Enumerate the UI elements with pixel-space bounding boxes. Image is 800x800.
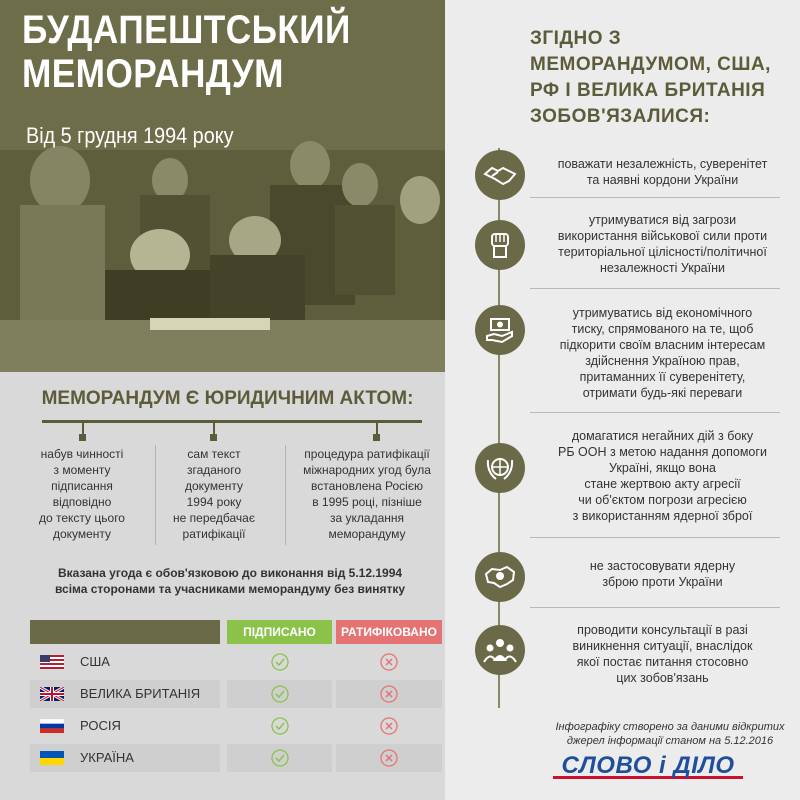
- legal-connector-marker: [210, 434, 217, 441]
- hero-photo-banner: [0, 0, 445, 372]
- table-header-ratified: РАТИФІКОВАНО: [336, 620, 442, 644]
- cross-icon: [380, 685, 398, 703]
- source-credit: Інфографіку створено за даними відкритих джерел інформації станом на 5.12.2016: [555, 721, 785, 747]
- uk-flag-icon: [40, 687, 64, 701]
- legal-connector-marker: [373, 434, 380, 441]
- check-icon: [271, 717, 289, 735]
- divider: [530, 412, 780, 413]
- table-row: [30, 648, 445, 676]
- column-divider: [285, 445, 286, 545]
- table-header: [30, 620, 445, 644]
- table-header-signed: ПІДПИСАНО: [227, 620, 332, 644]
- legal-connector-marker: [79, 434, 86, 441]
- handshake-icon: [475, 150, 525, 200]
- money-hand-icon: [475, 305, 525, 355]
- legal-act-underline: [42, 420, 422, 423]
- us-flag-icon: [40, 655, 64, 669]
- svg-text:СЛОВО і ДІЛО: СЛОВО і ДІЛО: [561, 752, 735, 779]
- country-name: УКРАЇНА: [80, 750, 134, 765]
- cross-icon: [380, 653, 398, 671]
- divider: [530, 607, 780, 608]
- divider: [530, 537, 780, 538]
- country-name: ВЕЛИКА БРИТАНІЯ: [80, 686, 201, 701]
- consultation-group-icon: [475, 625, 525, 675]
- table-header-country: [30, 620, 220, 644]
- table-row: [30, 712, 445, 740]
- country-name: США: [80, 654, 110, 669]
- table-row: [30, 744, 445, 772]
- nuclear-ukraine-map-icon: [475, 552, 525, 602]
- cross-icon: [380, 749, 398, 767]
- legal-act-heading: МЕМОРАНДУМ Є ЮРИДИЧНИМ АКТОМ:: [41, 388, 414, 409]
- russia-flag-icon: [40, 719, 64, 733]
- commitments-panel: ЗГІДНО З МЕМОРАНДУМОМ, США, РФ І ВЕЛИКА БРИТАНІЯ ЗОБОВ'ЯЗАЛИСЯ: поважати незалежність, суверенітет та наявні кордони України утримуватися від загрози використання військової сили проти територіальної цілісності/політичної незалежності України утримуватись від економічного тиску, спрямованого на те, щоб підкорити своїм власним інтересам здійснення Україною прав, притаманних її суверенітету, отримати будь-які переваги домагатися негайних дій з боку РБ ООН з метою надання допомоги Україні, якщо вона стане жертвою акту агресії чи об'єктом погрози агресією з використанням ядерної зброї не застосовувати ядерну зброю проти України проводити консультації в разі виникнення ситуації, внаслідок якої постає питання стосовно цих зобов'язань Інфографіку створено за даними відкритих джерел інформації станом на 5.12.2016 СЛОВО і ДІЛО: [445, 0, 800, 800]
- un-emblem-icon: [475, 443, 525, 493]
- slovo-i-dilo-logo: [553, 750, 743, 780]
- check-icon: [271, 685, 289, 703]
- column-divider: [155, 445, 156, 545]
- divider: [530, 288, 780, 289]
- check-icon: [271, 653, 289, 671]
- legal-point-russia-procedure: процедура ратифікації міжнародних угод була встановлена Росією в 1995 році, пізніше за укладання меморандуму: [303, 447, 431, 541]
- binding-note: Вказана угода є обов'язковою до виконання від 5.12.1994 всіма сторонами та учасниками меморандуму без винятку: [54, 566, 406, 596]
- page-title: БУДАПЕШТСЬКИЙ МЕМОРАНДУМ: [22, 8, 351, 96]
- ukraine-flag-icon: [40, 751, 64, 765]
- divider: [530, 197, 780, 198]
- legal-point-effective: набув чинності з моменту підписання відповідно до тексту цього документу: [39, 447, 125, 541]
- cross-icon: [380, 717, 398, 735]
- raised-fist-icon: [475, 220, 525, 270]
- check-icon: [271, 749, 289, 767]
- country-name: РОСІЯ: [80, 718, 121, 733]
- legal-point-no-ratification: сам текст згаданого документу 1994 року не передбачає ратифікації: [173, 447, 255, 541]
- commitments-heading: ЗГІДНО З МЕМОРАНДУМОМ, США, РФ І ВЕЛИКА БРИТАНІЯ ЗОБОВ'ЯЗАЛИСЯ:: [530, 28, 771, 127]
- page-subtitle-date: Від 5 грудня 1994 року: [26, 123, 234, 148]
- table-row: [30, 680, 445, 708]
